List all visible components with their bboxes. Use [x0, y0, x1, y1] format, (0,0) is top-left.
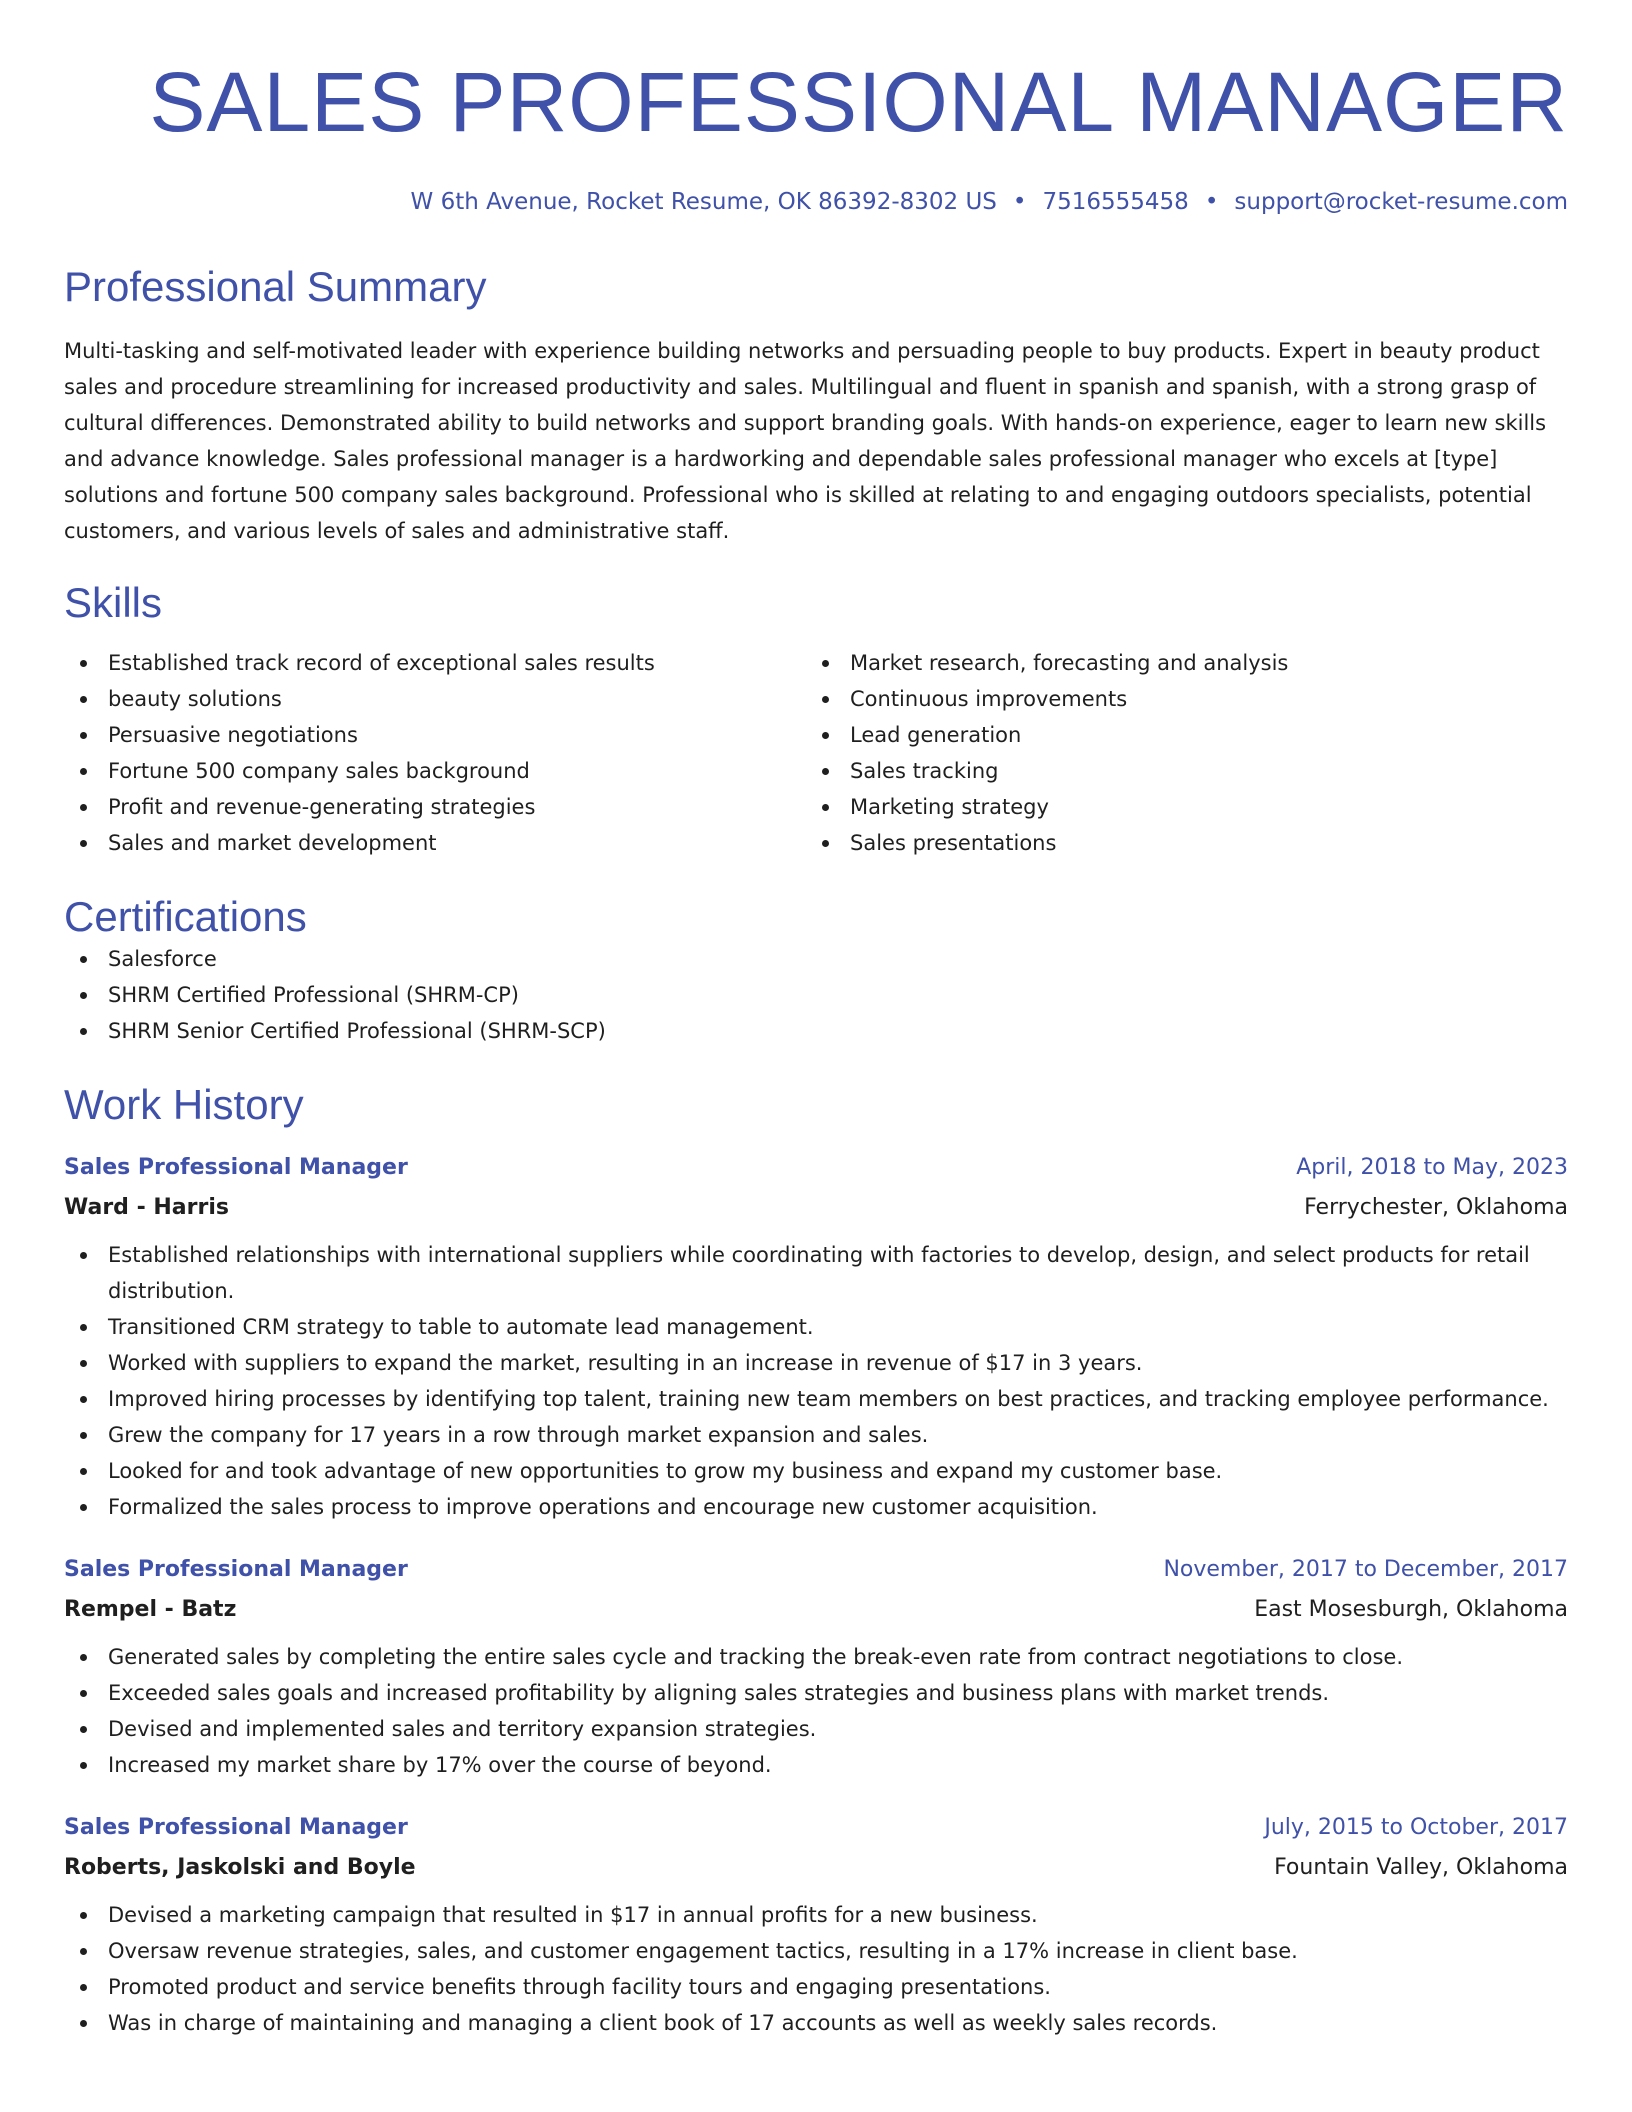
job-dates: July, 2015 to October, 2017 — [1264, 1815, 1568, 1840]
job-company-row — [64, 1595, 1568, 1625]
job-location: East Mosesburgh, Oklahoma — [1254, 1597, 1568, 1622]
skills-columns — [64, 645, 1568, 861]
skill-item: Sales and market development — [64, 825, 806, 861]
job-title: Sales Professional Manager — [64, 1155, 408, 1180]
certification-item: SHRM Certified Professional (SHRM-CP) — [64, 977, 1568, 1013]
job-title: Sales Professional Manager — [64, 1815, 408, 1840]
contact-separator: • — [1012, 189, 1027, 215]
job-company: Roberts, Jaskolski and Boyle — [64, 1855, 416, 1880]
job-header-row — [64, 1555, 1568, 1585]
certification-item: SHRM Senior Certified Professional (SHRM-SCP) — [64, 1013, 1568, 1049]
summary-text: Multi-tasking and self-motivated leader with experience building networks and persuading people to buy products. Expert in beauty product sales and procedure streamlining for increased productivity and sales. Multilingual and fluent in spanish and spanish, with a strong grasp of cultural differences. Demonstrated ability to build networks and support branding goals. With hands-on experience, eager to learn new skills and advance knowledge. Sales professional manager is a hardworking and dependable sales professional manager who excels at [type] solutions and fortune 500 company sales background. Professional who is skilled at relating to and engaging outdoors specialists, potential customers, and various levels of sales and administrative staff. — [64, 339, 1547, 543]
summary-section — [64, 263, 1568, 549]
work-history-section — [64, 1081, 1568, 2041]
email-link[interactable]: support@rocket-resume.com — [1234, 189, 1568, 215]
skill-item: Profit and revenue-generating strategies — [64, 789, 806, 825]
job-location: Fountain Valley, Oklahoma — [1274, 1855, 1568, 1880]
job-title: Sales Professional Manager — [64, 1557, 408, 1582]
job-location: Ferrychester, Oklahoma — [1304, 1195, 1568, 1220]
skill-item: beauty solutions — [64, 681, 806, 717]
job-bullets — [64, 1897, 1568, 2041]
job-bullet: Oversaw revenue strategies, sales, and customer engagement tactics, resulting in a 17% increase in client base. — [64, 1933, 1568, 1969]
candidate-name: SALES PROFESSIONAL MANAGER — [149, 55, 1568, 149]
job-bullet: Generated sales by completing the entire sales cycle and tracking the break-even rate from contract negotiations to close. — [64, 1639, 1568, 1675]
job-bullet: Transitioned CRM strategy to table to automate lead management. — [64, 1309, 1568, 1345]
job-bullet: Promoted product and service benefits through facility tours and engaging presentations. — [64, 1969, 1568, 2005]
skill-item: Lead generation — [806, 717, 1548, 753]
job-bullet: Was in charge of maintaining and managing a client book of 17 accounts as well as weekly sales records. — [64, 2005, 1568, 2041]
skill-item: Sales tracking — [806, 753, 1548, 789]
address: W 6th Avenue, Rocket Resume, OK 86392-8302 US — [410, 189, 997, 215]
certifications-list — [64, 941, 1568, 1049]
job-dates: November, 2017 to December, 2017 — [1163, 1557, 1568, 1582]
job-bullet: Exceeded sales goals and increased profitability by aligning sales strategies and business plans with market trends. — [64, 1675, 1568, 1711]
job-bullet: Devised and implemented sales and territory expansion strategies. — [64, 1711, 1568, 1747]
skill-item: Persuasive negotiations — [64, 717, 806, 753]
phone: 7516555458 — [1042, 189, 1189, 215]
certification-item: Salesforce — [64, 941, 1568, 977]
skill-item: Fortune 500 company sales background — [64, 753, 806, 789]
job-dates: April, 2018 to May, 2023 — [1296, 1155, 1568, 1180]
skill-item: Continuous improvements — [806, 681, 1548, 717]
section-title-work-history: Work History — [64, 1081, 304, 1128]
skill-item: Marketing strategy — [806, 789, 1548, 825]
job-entry — [64, 1153, 1568, 1525]
section-title-certifications: Certifications — [64, 893, 307, 940]
job-company-row — [64, 1853, 1568, 1883]
skill-item: Established track record of exceptional sales results — [64, 645, 806, 681]
job-bullet: Improved hiring processes by identifying top talent, training new team members on best practices, and tracking employee performance. — [64, 1381, 1568, 1417]
job-company: Rempel - Batz — [64, 1597, 237, 1622]
resume-header — [64, 56, 1568, 216]
job-bullet: Increased my market share by 17% over the course of beyond. — [64, 1747, 1568, 1783]
job-bullet: Worked with suppliers to expand the market, resulting in an increase in revenue of $17 in 3 years. — [64, 1345, 1568, 1381]
job-bullet: Devised a marketing campaign that resulted in $17 in annual profits for a new business. — [64, 1897, 1568, 1933]
skills-list-right — [806, 645, 1548, 861]
skills-section — [64, 579, 1568, 861]
job-bullet: Established relationships with international suppliers while coordinating with factories to develop, design, and select products for retail distribution. — [64, 1237, 1568, 1309]
skill-item: Market research, forecasting and analysis — [806, 645, 1548, 681]
skills-list-left — [64, 645, 806, 861]
job-bullets — [64, 1639, 1568, 1783]
job-bullet: Formalized the sales process to improve operations and encourage new customer acquisition. — [64, 1489, 1568, 1525]
section-title-skills: Skills — [64, 579, 163, 626]
job-header-row — [64, 1153, 1568, 1183]
skill-item: Sales presentations — [806, 825, 1548, 861]
section-title-summary: Professional Summary — [64, 263, 487, 310]
job-bullets — [64, 1237, 1568, 1525]
job-company-row — [64, 1193, 1568, 1223]
contact-line — [64, 188, 1568, 216]
job-bullet: Looked for and took advantage of new opportunities to grow my business and expand my customer base. — [64, 1453, 1568, 1489]
job-header-row — [64, 1813, 1568, 1843]
job-entry — [64, 1813, 1568, 2041]
job-entry — [64, 1555, 1568, 1783]
job-company: Ward - Harris — [64, 1195, 229, 1220]
contact-separator: • — [1204, 189, 1219, 215]
job-bullet: Grew the company for 17 years in a row through market expansion and sales. — [64, 1417, 1568, 1453]
certifications-section — [64, 893, 1568, 1049]
